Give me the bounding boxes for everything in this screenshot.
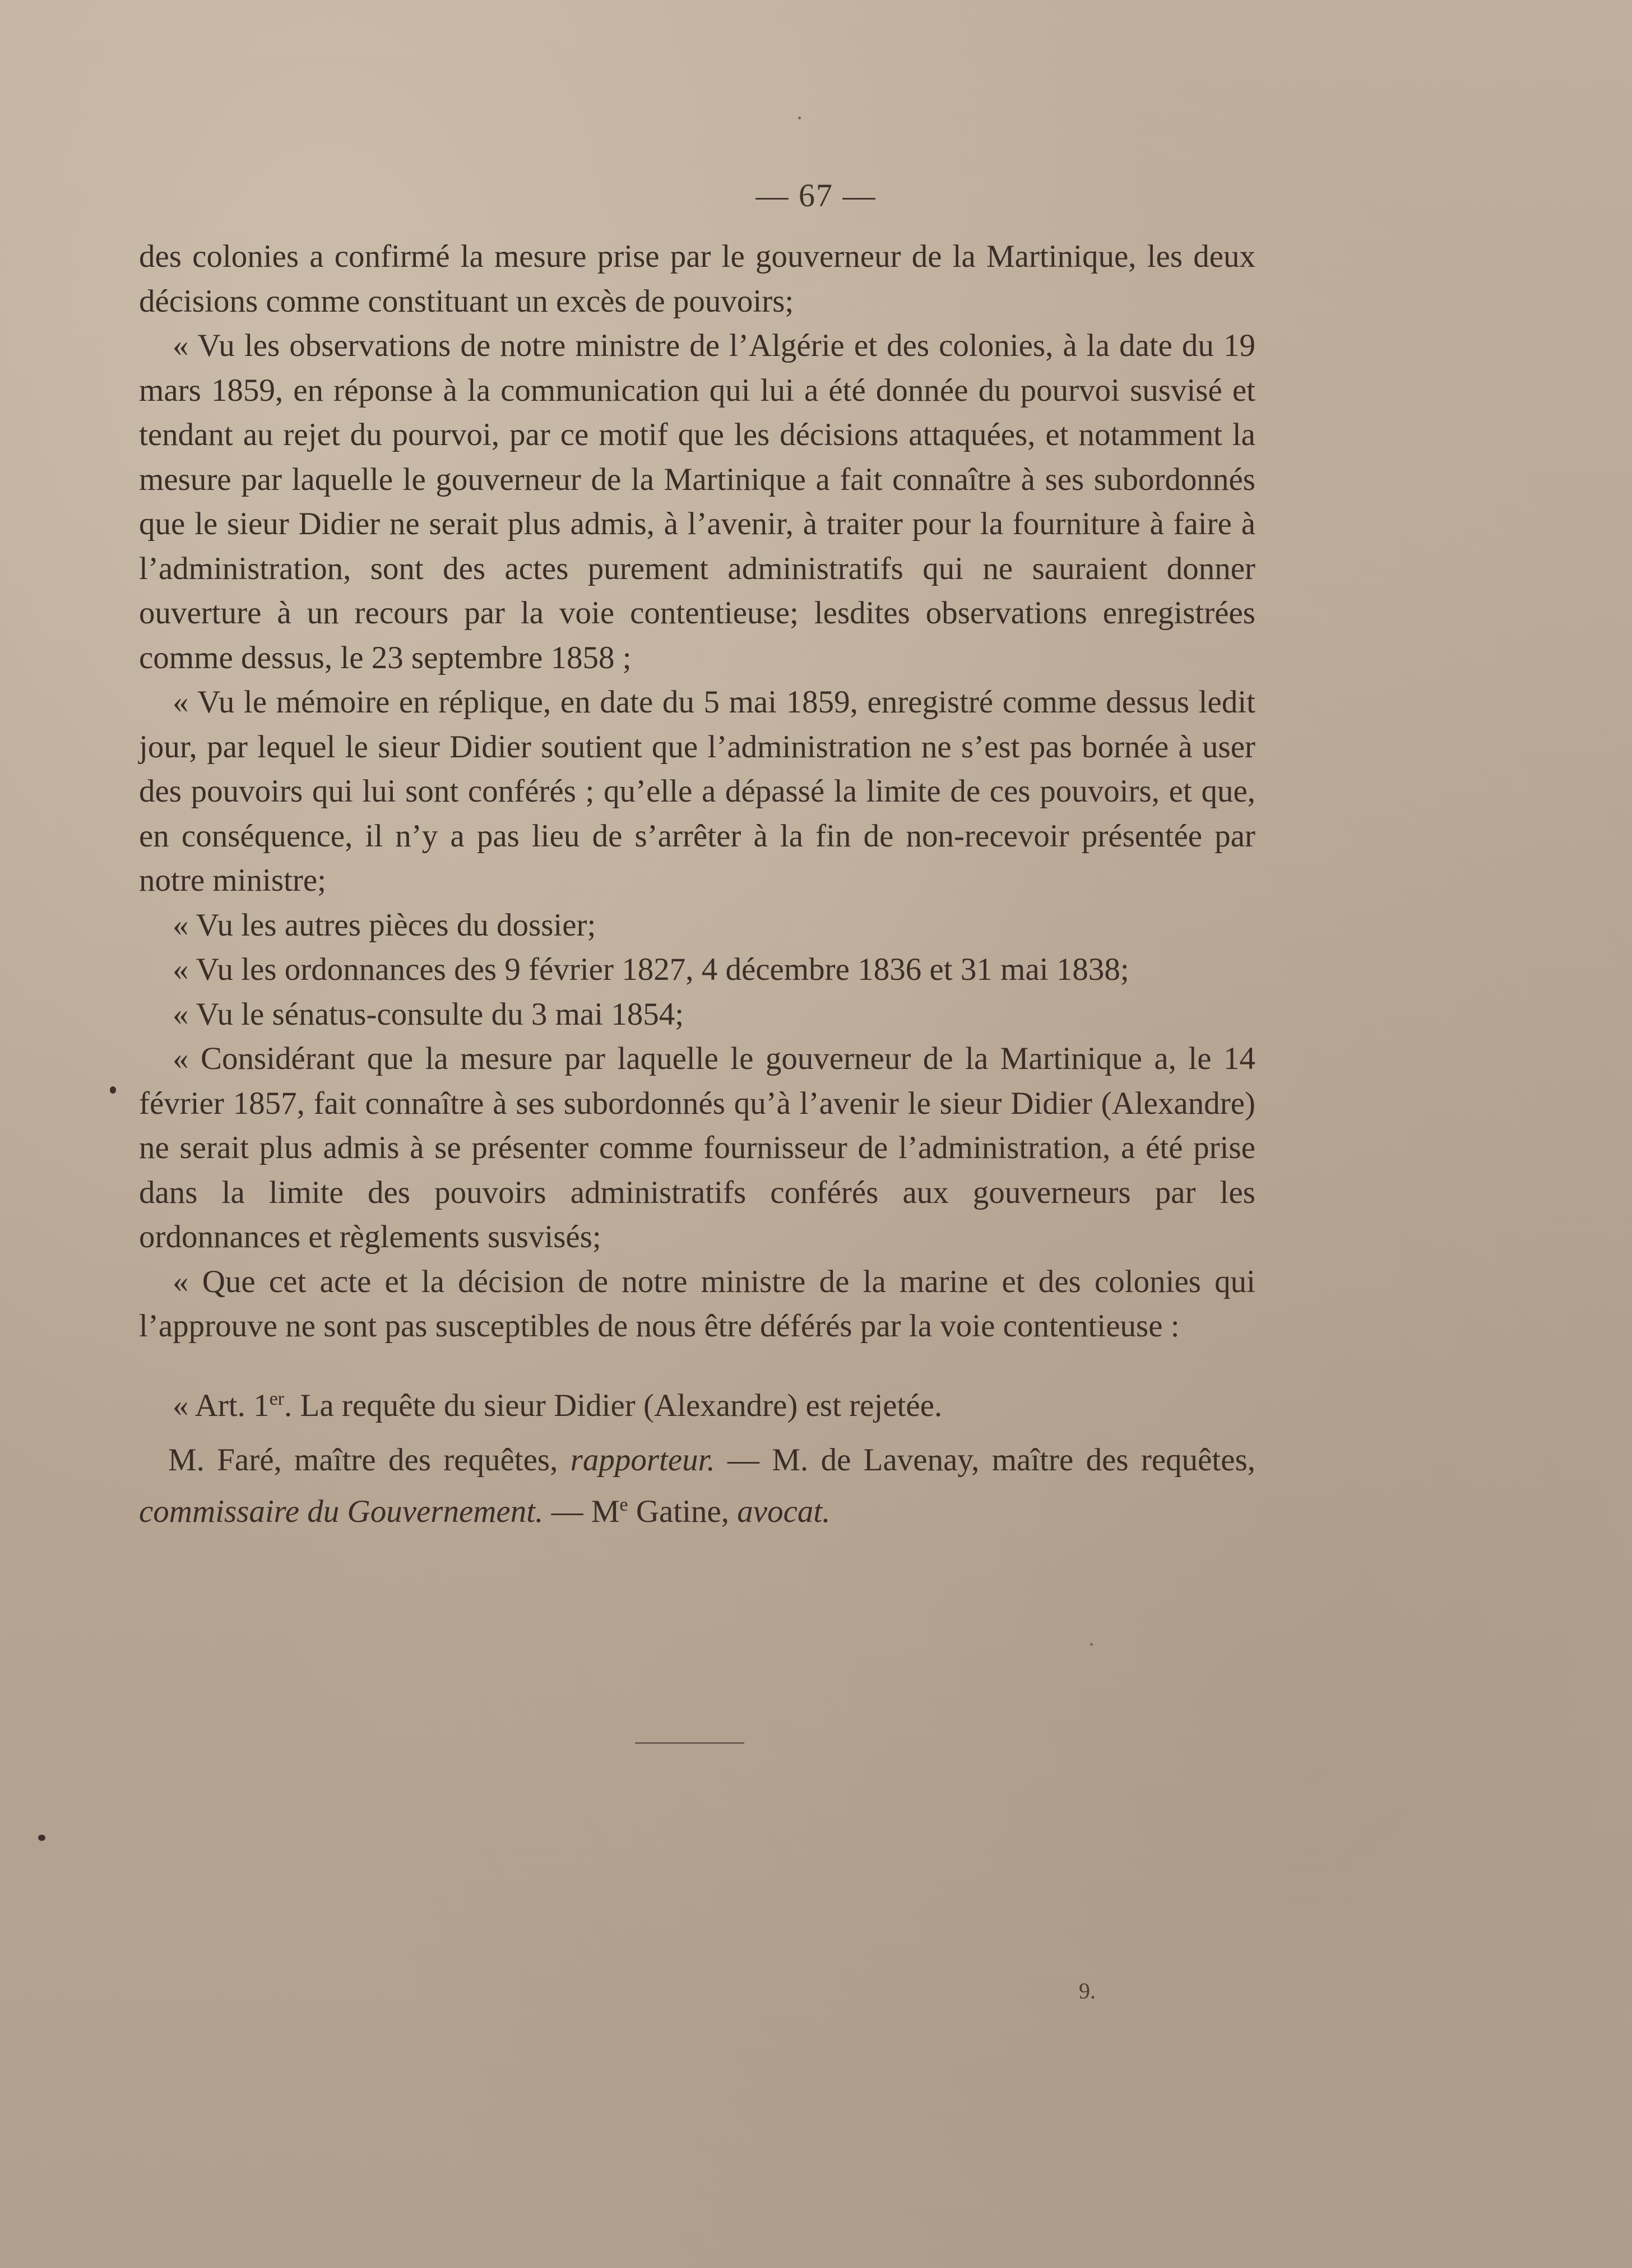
section-divider (635, 1742, 744, 1744)
ink-speck (798, 117, 801, 119)
credits-line (139, 1438, 1255, 1534)
article-1 (139, 1377, 1255, 1428)
paragraph-6: « Vu le sénatus-consulte du 3 mai 1854; (173, 996, 684, 1032)
avocat-prefix: — M (543, 1493, 620, 1529)
ink-speck (1090, 1643, 1093, 1646)
paragraph-4: « Vu les autres pièces du dossier; (173, 907, 596, 943)
paragraph-5: « Vu les ordonnances des 9 février 1827, 4 décembre 1836 et 31 mai 1838; (173, 952, 1129, 987)
commissaire-name: — M. de Lavenay, maître des requêtes, (715, 1442, 1256, 1478)
paragraph-8: « Que cet acte et la décision de notre ministre de la marine et des colonies qui l’approuve ne sont pas susceptibles de nous être déférés par la voie contentieuse : (139, 1263, 1255, 1344)
article-prefix: « Art. 1 (173, 1387, 270, 1423)
paragraph-2: « Vu les observations de notre ministre de l’Algérie et des colonies, à la date du 19 mars 1859, en réponse à la communication qui lui a été donnée du pourvoi susvisé et tendant au rejet du pourvoi, par ce motif que les décisions attaquées, et notamment la mesure par laquelle le gouverneur de la Martinique a fait connaître à ses subordonnés que le sieur Didier ne serait plus admis, à l’avenir, à traiter pour la fourniture à faire à l’administration, sont des actes purement administratifs qui ne sauraient donner ouverture à un recours par la voie contentieuse; lesdites observations enregistrées comme dessus, le 23 septembre 1858 ; (139, 328, 1255, 675)
avocat-superscript: e (619, 1494, 628, 1515)
page-number-header: — 67 — (755, 177, 877, 214)
ink-speck (110, 1086, 116, 1094)
commissaire-role: commissaire du Gouvernement. (139, 1493, 544, 1529)
article-text: . La requête du sieur Didier (Alexandre) est rejetée. (284, 1387, 943, 1423)
rapporteur-role: rapporteur. (570, 1442, 715, 1478)
signature-mark: 9. (1079, 1978, 1096, 2003)
avocat-name: Gatine, (628, 1493, 738, 1529)
body-text (139, 234, 1255, 1534)
paragraph-7: « Considérant que la mesure par laquelle le gouverneur de la Martinique a, le 14 février 1857, fait connaître à ses subordonnés qu’à l’avenir le sieur Didier (Alexandre) ne serait plus admis à se présenter comme fournisseur de l’administration, a été prise dans la limite des pouvoirs administratifs conférés aux gouverneurs par les ordonnances et règlements susvisés; (139, 1041, 1255, 1255)
paragraph-3: « Vu le mémoire en réplique, en date du 5 mai 1859, enregistré comme dessus ledit jour, par lequel le sieur Didier soutient que l’administration ne s’est pas bornée à user des pouvoirs qui lui sont conférés ; qu’elle a dépassé la limite de ces pouvoirs, et que, en conséquence, il n’y a pas lieu de s’arrêter à la fin de non-recevoir présentée par notre ministre; (139, 684, 1255, 898)
rapporteur-name: M. Faré, maître des requêtes, (168, 1442, 571, 1478)
article-superscript: er (269, 1388, 285, 1409)
paragraph-1: des colonies a confirmé la mesure prise par le gouverneur de la Martinique, les deux décisions comme constituant un excès de pouvoirs; (139, 239, 1255, 319)
ink-speck (38, 1835, 45, 1841)
avocat-role: avocat. (737, 1493, 831, 1529)
